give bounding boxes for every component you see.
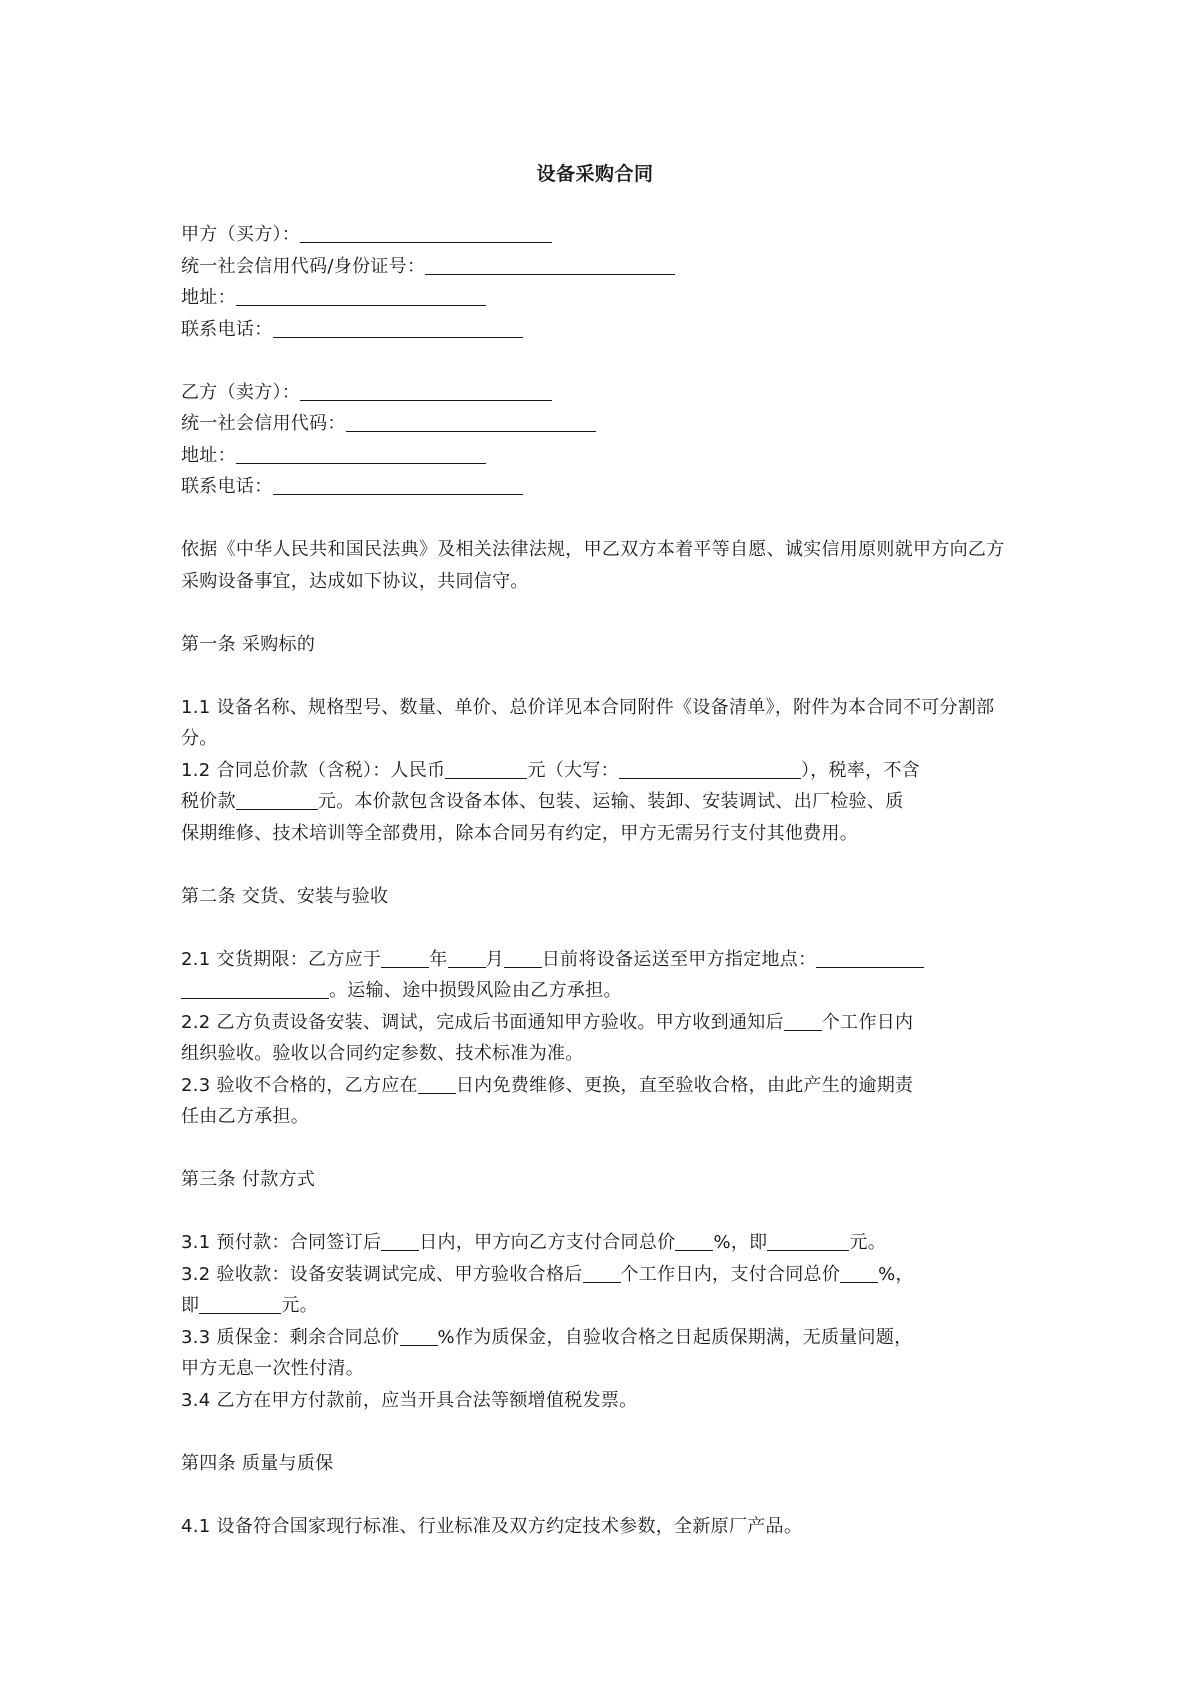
clause-2-1-text-c: 月 — [485, 948, 504, 970]
party-a-buyer-blank — [300, 222, 552, 243]
clause-4-1: 4.1 设备符合国家现行标准、行业标准及双方约定技术参数，全新原厂产品。 — [181, 1515, 803, 1537]
clause-1-2-text-a: 1.2 合同总价款（含税）：人民币 — [181, 759, 446, 781]
article-1-heading: 第一条 采购标的 — [181, 633, 316, 655]
clause-2-3 — [181, 1070, 1013, 1133]
party-b-phone-line — [181, 471, 1013, 503]
clause-1-2-text-c: ），税率，不含 — [800, 759, 921, 781]
delivery-location-blank-1 — [816, 947, 924, 968]
clause-2-1-text-a: 2.1 交货期限：乙方应于 — [181, 948, 382, 970]
clause-2-1-text-b: 年 — [429, 948, 448, 970]
clause-1-2-text-b: 元（大写： — [527, 759, 619, 781]
party-a-credit-line — [181, 251, 1013, 283]
clause-3-3 — [181, 1322, 1013, 1385]
article-3-heading: 第三条 付款方式 — [181, 1169, 316, 1190]
delivery-year-blank — [381, 947, 429, 968]
party-a-address-label: 地址： — [181, 287, 236, 308]
party-b-credit-blank — [346, 411, 596, 432]
article-2-heading: 第二条 交货、安装与验收 — [181, 885, 389, 907]
spacer — [181, 849, 1013, 881]
clause-3-2-text-d: 即 — [181, 1295, 200, 1316]
party-b-seller-line — [181, 377, 1013, 409]
party-b-address-blank — [236, 443, 486, 464]
party-a-credit-label: 统一社会信用代码/身份证号： — [181, 255, 426, 277]
party-b-credit-line — [181, 408, 1013, 440]
total-price-blank — [445, 758, 527, 779]
clause-1-2-text-d: 税价款 — [181, 791, 236, 812]
party-a-section — [181, 219, 1013, 345]
clause-2-1-text-d: 日前将设备运送至甲方指定地点： — [541, 948, 817, 970]
acceptance-pay-amount-blank — [199, 1293, 281, 1314]
party-a-phone-label: 联系电话： — [181, 318, 273, 340]
party-b-credit-label: 统一社会信用代码： — [181, 413, 346, 434]
clause-2-3-text-b: 日内免费维修、更换，直至验收合格，由此产生的逾期责 — [455, 1074, 914, 1096]
clause-3-1 — [181, 1227, 1013, 1259]
spacer — [181, 345, 1013, 377]
acceptance-pay-days-blank — [583, 1262, 621, 1283]
spacer — [181, 1196, 1013, 1228]
page-title: 设备采购合同 — [536, 163, 654, 185]
party-b-section — [181, 377, 1013, 503]
spacer — [181, 1133, 1013, 1165]
prepay-days-blank — [381, 1230, 419, 1251]
party-a-address-line — [181, 282, 1013, 314]
acceptance-pay-percent-blank — [840, 1262, 878, 1283]
clause-3-3-text-b: %作为质保金，自验收合格之日起质保期满，无质量问题， — [437, 1326, 913, 1348]
warranty-percent-blank — [400, 1325, 438, 1346]
party-b-seller-blank — [300, 380, 552, 401]
clause-3-1-text-c: %，即 — [713, 1232, 768, 1253]
party-a-credit-blank — [425, 254, 675, 275]
clause-3-1-text-b: 日内，甲方向乙方支付合同总价 — [419, 1232, 676, 1253]
party-b-seller-label: 乙方（卖方）： — [181, 381, 301, 403]
clause-2-2-text-b: 个工作日内 — [821, 1011, 914, 1033]
spacer — [181, 912, 1013, 944]
party-a-phone-line — [181, 314, 1013, 346]
clause-1-2-text-e: 元。本价款包含设备本体、包装、运输、装卸、安装调试、出厂检验、质 — [317, 791, 904, 812]
total-price-words-blank — [619, 758, 801, 779]
intro-paragraph: 依据《中华人民共和国民法典》及相关法律法规，甲乙双方本着平等自愿、诚实信用原则就甲方向乙方采购设备事宜，达成如下协议，共同信守。 — [181, 539, 1005, 592]
clause-2-3-text-a: 2.3 验收不合格的，乙方应在 — [181, 1074, 418, 1096]
clause-3-3-text-a: 3.3 质保金：剩余合同总价 — [181, 1326, 400, 1348]
clause-2-3-text-c: 任由乙方承担。 — [181, 1106, 310, 1127]
clause-3-2-text-c: %， — [878, 1263, 914, 1285]
party-a-address-blank — [236, 285, 486, 306]
clause-2-1-text-e: 。运输、途中损毁风险由乙方承担。 — [329, 980, 622, 1001]
clause-3-2-text-b: 个工作日内，支付合同总价 — [620, 1263, 841, 1285]
spacer — [181, 597, 1013, 629]
prepay-amount-blank — [767, 1230, 849, 1251]
clause-2-2-text-c: 组织验收。验收以合同约定参数、技术标准为准。 — [181, 1043, 584, 1064]
pre-tax-price-blank — [236, 789, 318, 810]
party-b-phone-blank — [273, 474, 523, 495]
clause-2-2-text-a: 2.2 乙方负责设备安装、调试，完成后书面通知甲方验收。甲方收到通知后 — [181, 1011, 784, 1033]
contract-body — [181, 219, 1013, 1542]
party-a-buyer-line — [181, 219, 1013, 251]
clause-2-2 — [181, 1007, 1013, 1070]
clause-3-4: 3.4 乙方在甲方付款前，应当开具合法等额增值税发票。 — [181, 1389, 638, 1411]
party-a-buyer-label: 甲方（买方）： — [181, 224, 301, 245]
clause-3-3-text-c: 甲方无息一次性付清。 — [181, 1358, 364, 1379]
spacer — [181, 660, 1013, 692]
clause-3-2 — [181, 1259, 1013, 1322]
delivery-day-blank — [504, 947, 542, 968]
clause-3-1-text-d: 元。 — [849, 1232, 887, 1253]
party-b-address-line — [181, 440, 1013, 472]
clause-3-2-text-a: 3.2 验收款：设备安装调试完成、甲方验收合格后 — [181, 1263, 583, 1285]
delivery-location-blank-2 — [181, 978, 329, 999]
delivery-month-blank — [448, 947, 486, 968]
prepay-percent-blank — [675, 1230, 713, 1251]
clause-1-1: 1.1 设备名称、规格型号、数量、单价、总价详见本合同附件《设备清单》，附件为本合同不可分割部分。 — [181, 696, 995, 749]
clause-2-1 — [181, 944, 1013, 1007]
article-4-heading: 第四条 质量与质保 — [181, 1452, 334, 1474]
clause-1-2-text-f: 保期维修、技术培训等全部费用，除本合同另有约定，甲方无需另行支付其他费用。 — [181, 822, 859, 844]
spacer — [181, 503, 1013, 535]
repair-days-blank — [418, 1073, 456, 1094]
party-b-address-label: 地址： — [181, 444, 236, 466]
spacer — [181, 1416, 1013, 1448]
clause-1-2 — [181, 755, 1013, 850]
clause-3-2-text-e: 元。 — [281, 1295, 318, 1316]
party-b-phone-label: 联系电话： — [181, 476, 273, 497]
spacer — [181, 1479, 1013, 1511]
clause-3-1-text-a: 3.1 预付款：合同签订后 — [181, 1232, 382, 1253]
party-a-phone-blank — [273, 317, 523, 338]
acceptance-days-blank — [784, 1010, 822, 1031]
